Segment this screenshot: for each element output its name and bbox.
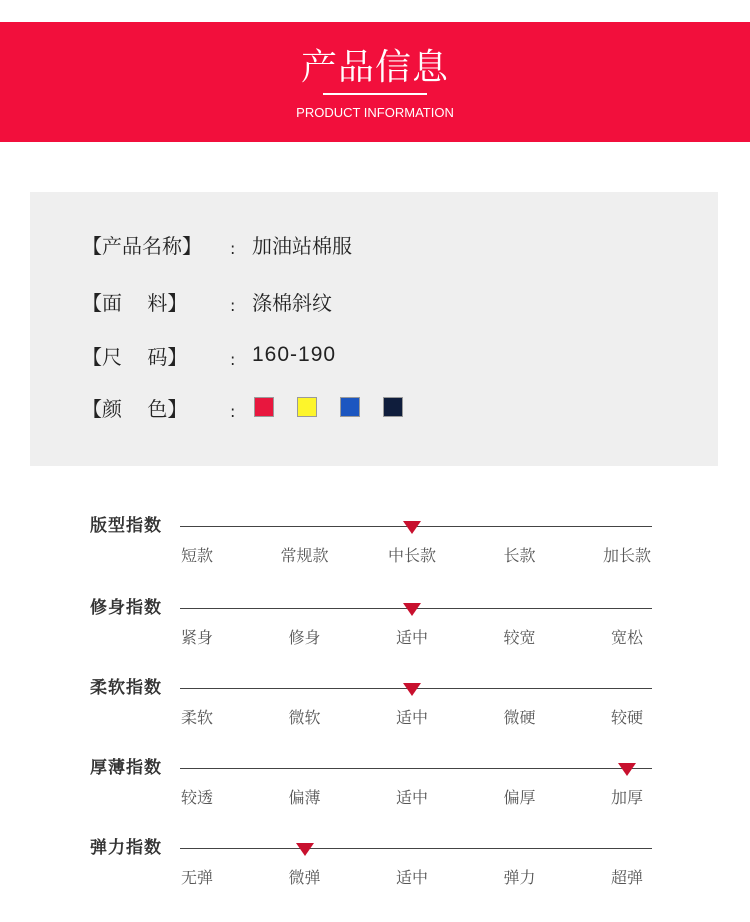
info-colon: : bbox=[230, 295, 236, 315]
info-colon: : bbox=[230, 238, 236, 258]
index-scale bbox=[90, 516, 670, 576]
index-option: 宽松 bbox=[610, 628, 644, 647]
index-option: 常规款 bbox=[280, 546, 329, 565]
index-name: 版型指数 bbox=[90, 516, 162, 536]
info-value: 160-190 bbox=[252, 343, 337, 366]
header-banner bbox=[0, 22, 750, 142]
index-option: 修身 bbox=[288, 628, 321, 647]
info-row-size bbox=[82, 340, 336, 370]
info-value: 涤棉斜纹 bbox=[252, 290, 332, 315]
info-colon: : bbox=[230, 401, 236, 421]
page-title: 产品信息 bbox=[300, 47, 449, 88]
index-scale bbox=[90, 678, 670, 738]
index-option: 偏薄 bbox=[288, 788, 321, 807]
index-option: 微软 bbox=[288, 708, 321, 727]
index-option: 加厚 bbox=[610, 788, 644, 807]
index-marker bbox=[618, 763, 636, 776]
index-option: 适中 bbox=[395, 868, 429, 887]
info-colon: : bbox=[230, 349, 236, 369]
color-swatches bbox=[254, 397, 403, 417]
color-swatch[interactable] bbox=[254, 397, 274, 417]
info-row-color bbox=[82, 392, 403, 422]
index-option: 较硬 bbox=[610, 708, 644, 727]
index-name: 柔软指数 bbox=[90, 678, 162, 698]
index-option: 短款 bbox=[180, 546, 214, 565]
info-row-name bbox=[82, 229, 352, 259]
info-row-fabric bbox=[82, 286, 332, 316]
index-name: 厚薄指数 bbox=[90, 758, 162, 778]
index-option: 中长款 bbox=[387, 546, 437, 565]
product-info-panel bbox=[30, 192, 718, 466]
index-name: 弹力指数 bbox=[90, 838, 162, 858]
info-value: 加油站棉服 bbox=[252, 233, 352, 258]
index-option: 柔软 bbox=[180, 708, 214, 727]
index-scale bbox=[90, 758, 670, 818]
index-option: 紧身 bbox=[180, 628, 214, 647]
info-label: 【产品名称】 bbox=[82, 233, 202, 258]
index-marker bbox=[403, 521, 421, 534]
color-swatch[interactable] bbox=[297, 397, 317, 417]
index-marker bbox=[296, 843, 314, 856]
index-option: 无弹 bbox=[180, 868, 214, 887]
index-option: 长款 bbox=[503, 546, 536, 565]
index-scale bbox=[90, 838, 670, 898]
info-label: 【尺 码】 bbox=[82, 344, 188, 369]
index-marker bbox=[403, 603, 421, 616]
index-option: 适中 bbox=[395, 628, 429, 647]
index-option: 微弹 bbox=[288, 868, 321, 887]
index-option: 弹力 bbox=[503, 868, 536, 887]
index-option: 超弹 bbox=[610, 868, 644, 887]
index-option: 较宽 bbox=[503, 628, 536, 647]
index-option: 适中 bbox=[395, 708, 429, 727]
page-subtitle: PRODUCT INFORMATION bbox=[296, 105, 454, 120]
info-label: 【颜 色】 bbox=[82, 396, 188, 421]
index-marker bbox=[403, 683, 421, 696]
index-option: 偏厚 bbox=[503, 788, 536, 807]
index-option: 较透 bbox=[180, 788, 214, 807]
title-divider bbox=[323, 93, 427, 95]
index-option: 适中 bbox=[395, 788, 429, 807]
index-option: 微硬 bbox=[503, 708, 536, 727]
index-track bbox=[180, 848, 652, 849]
color-swatch[interactable] bbox=[383, 397, 403, 417]
index-name: 修身指数 bbox=[90, 598, 162, 618]
index-option: 加长款 bbox=[602, 546, 652, 565]
info-label: 【面 料】 bbox=[82, 290, 188, 315]
index-track bbox=[180, 768, 652, 769]
color-swatch[interactable] bbox=[340, 397, 360, 417]
index-scale bbox=[90, 598, 670, 658]
